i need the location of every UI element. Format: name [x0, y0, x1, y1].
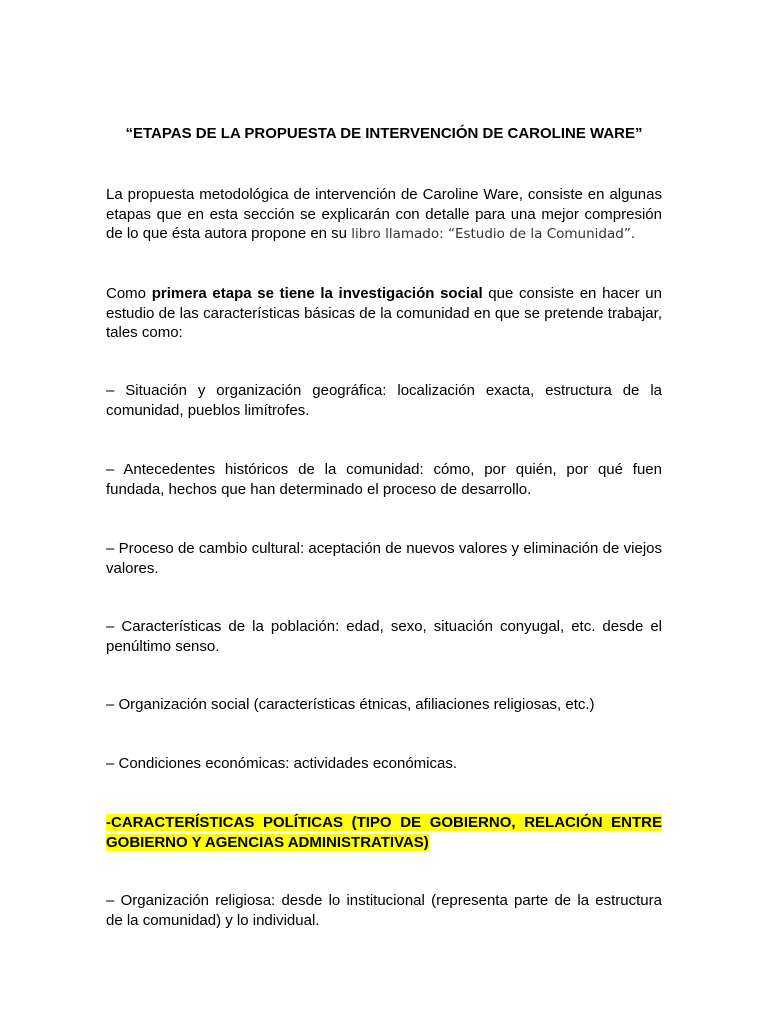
highlighted-item-text: -CARACTERÍSTICAS POLÍTICAS (TIPO DE GOBIERNO, RELACIÓN ENTRE GOBIERNO Y AGENCIAS ADMINISTRATIVAS) [106, 814, 662, 851]
list-item-cambio-cultural: – Proceso de cambio cultural: aceptación de nuevos valores y eliminación de viejos valores. [106, 540, 662, 577]
intro-paragraph [106, 185, 662, 245]
list-item-condiciones-economicas: – Condiciones económicas: actividades económicas. [106, 755, 458, 772]
list-item-poblacion: – Características de la población: edad, sexo, situación conyugal, etc. desde el penúltimo senso. [106, 618, 662, 655]
highlighted-item-politicas [106, 813, 662, 852]
intro-book-reference: libro llamado: “Estudio de la Comunidad”. [351, 226, 636, 242]
first-stage-bold: primera etapa se tiene la investigación social [151, 285, 483, 302]
first-stage-lead: Como [106, 285, 147, 302]
list-item-geografia: – Situación y organización geográfica: localización exacta, estructura de la comunidad, pueblos limítrofes. [106, 382, 662, 419]
first-stage-paragraph [106, 284, 662, 343]
list-item-organizacion-social: – Organización social (características étnicas, afiliaciones religiosas, etc.) [106, 696, 595, 713]
intro-text: La propuesta metodológica de intervención de Caroline Ware, consiste en algunas etapas que en esta sección se explicarán con detalle para una mejor compresión de lo que ésta autora propone en su [106, 186, 662, 242]
first-stage-rest: que consiste en hacer un estudio de las características básicas de la comunidad en que se pretende trabajar, tales como: [106, 285, 662, 341]
list-item-organizacion-religiosa: – Organización religiosa: desde lo institucional (representa parte de la estructura de la comunidad) y lo individual. [106, 892, 662, 929]
document-title: “ETAPAS DE LA PROPUESTA DE INTERVENCIÓN DE CAROLINE WARE” [125, 125, 643, 142]
list-item-antecedentes: – Antecedentes históricos de la comunidad: cómo, por quién, por qué fuen fundada, hechos que han determinado el proceso de desarrollo. [106, 461, 662, 498]
